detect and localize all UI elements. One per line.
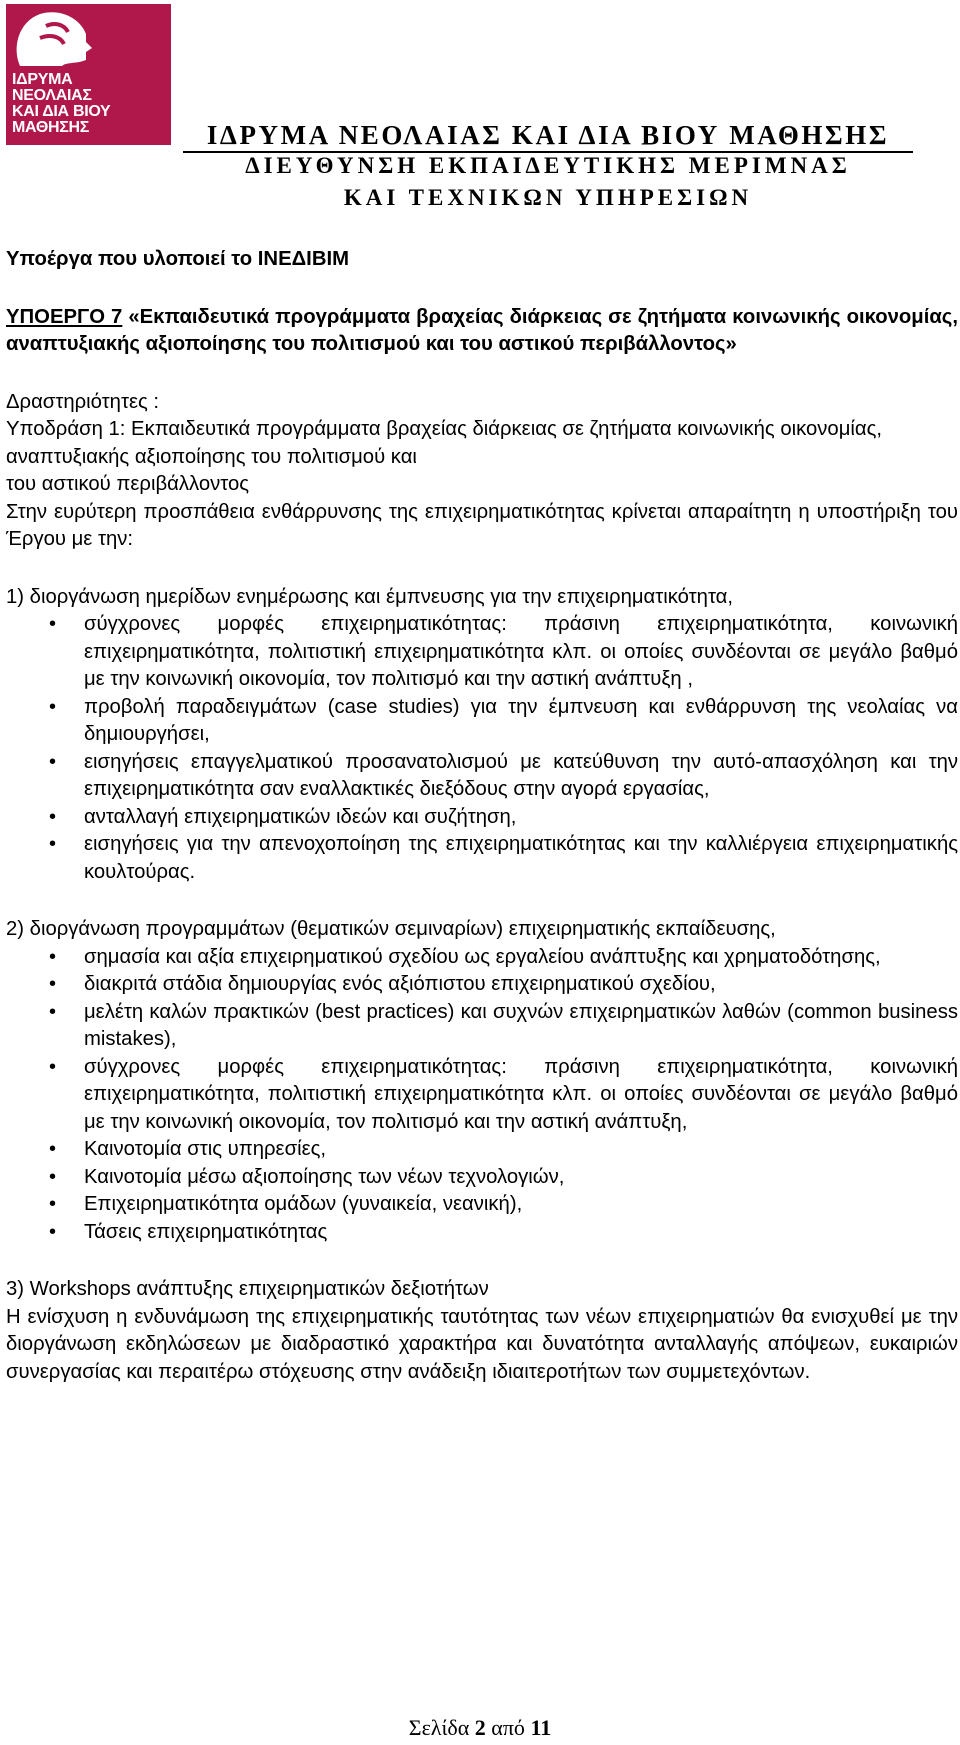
intro-paragraph: Στην ευρύτερη προσπάθεια ενθάρρυνσης της επιχειρηματικότητας κρίνεται απαραίτητη η υποστήριξη του Έργου με την: — [6, 500, 958, 550]
activities-label: Δραστηριότητες : — [6, 390, 160, 413]
logo-line: ΝΕΟΛΑΙΑΣ — [12, 87, 92, 104]
list-item: • Καινοτομία στις υπηρεσίες, — [6, 1136, 958, 1164]
workshops-paragraph: Η ενίσχυση η ενδυνάμωση της επιχειρηματικής ταυτότητας των νέων επιχειρηματιών θα ενισχυθεί με την διοργάνωση εκδηλώσεων με διαδραστικό χαρακτήρα και δυνατότητα ανταλλαγής απόψεων, ευκαιριών συνεργασίας και περαιτέρω στόχευσης στην ανάδειξη ιδιαιτεροτήτων των συμμετεχόντων. — [6, 1305, 958, 1383]
section-title: Υποέργα που υλοποιεί το ΙΝΕΔΙΒΙΜ — [6, 248, 349, 270]
action-text-continued: του αστικού περιβάλλοντος — [6, 473, 250, 495]
directorate-line-2: ΚΑΙ ΤΕΧΝΙΚΩΝ ΥΠΗΡΕΣΙΩΝ — [343, 185, 753, 210]
logo-line: ΜΑΘΗΣΗΣ — [12, 119, 90, 136]
list-item: • διακριτά στάδια δημιουργίας ενός αξιόπιστου επιχειρηματικού σχεδίου, — [6, 971, 958, 999]
page-word: Σελίδα — [408, 1715, 470, 1740]
list-item: • εισηγήσεις επαγγελματικού προσανατολισμού με κατεύθυνση την αυτό-απασχόληση και την επιχειρηματικότητα σαν εναλλακτικές διεξόδους στην αγορά εργασίας, — [6, 749, 958, 804]
logo-text — [12, 72, 171, 136]
bullet-list — [6, 611, 958, 886]
list-item: • σύγχρονες μορφές επιχειρηματικότητας: πράσινη επιχειρηματικότητα, κοινωνική επιχειρηματικότητα, πολιτιστική επιχειρηματικότητα κλπ. οι οποίες συνδέονται σε μεγάλο βαθμό με την κοινωνική οικονομία, τον πολιτισμό και την αστική ανάπτυξη, — [6, 1054, 958, 1137]
subproject-label: ΥΠΟΕΡΓΟ 7 — [6, 305, 123, 328]
document-body — [6, 246, 958, 1386]
subproject-heading — [6, 304, 958, 359]
section-heading: 3) Workshops ανάπτυξης επιχειρηματικών δεξιοτήτων — [6, 1278, 489, 1300]
list-item: • μελέτη καλών πρακτικών (best practices) και συχνών επιχειρηματικών λαθών (common business mistakes), — [6, 999, 958, 1054]
list-item: • σύγχρονες μορφές επιχειρηματικότητας: πράσινη επιχειρηματικότητα, κοινωνική επιχειρηματικότητα, πολιτιστική επιχειρηματικότητα κλπ. οι οποίες συνδέονται σε μεγάλο βαθμό με την κοινωνική οικονομία, τον πολιτισμό και την αστική ανάπτυξη , — [6, 611, 958, 694]
section-heading: 1) διοργάνωση ημερίδων ενημέρωσης και έμπνευσης για την επιχειρηματικότητα, — [6, 585, 734, 608]
total-pages-number: 11 — [530, 1715, 552, 1740]
bullet-list — [6, 944, 958, 1247]
subproject-title: «Εκπαιδευτικά προγράμματα βραχείας διάρκειας σε ζητήματα κοινωνικής οικονομίας, αναπτυξιακής αξιοποίησης του πολιτισμού και του αστικού περιβάλλοντος» — [6, 305, 958, 355]
list-item: • Επιχειρηματικότητα ομάδων (γυναικεία, νεανική), — [6, 1191, 958, 1219]
list-item: • Καινοτομία μέσω αξιοποίησης των νέων τεχνολογιών, — [6, 1164, 958, 1192]
list-item: • σημασία και αξία επιχειρηματικού σχεδίου ως εργαλείου ανάπτυξης και χρηματοδότησης, — [6, 944, 958, 972]
current-page-number: 2 — [474, 1715, 486, 1740]
list-item: • Τάσεις επιχειρηματικότητας — [6, 1219, 958, 1247]
section-heading: 2) διοργάνωση προγραμμάτων (θεματικών σεμιναρίων) επιχειρηματικής εκπαίδευσης, — [6, 918, 776, 940]
directorate-line-1: ΔΙΕΥΘΥΝΣΗ ΕΚΠΑΙΔΕΥΤΙΚΗΣ ΜΕΡΙΜΝΑΣ — [245, 153, 851, 178]
page-footer — [0, 1715, 960, 1741]
organization-name: ΙΔΡΥΜΑ ΝΕΟΛΑΙΑΣ ΚΑΙ ΔΙΑ ΒΙΟΥ ΜΑΘΗΣΗΣ — [206, 120, 890, 150]
list-item: • εισηγήσεις για την απενοχοποίηση της επιχειρηματικότητας και την καλλιέργεια επιχειρηματικής κουλτούρας. — [6, 831, 958, 886]
organization-logo — [6, 4, 171, 145]
logo-line: ΙΔΡΥΜΑ — [12, 71, 73, 88]
action-text: Υποδράση 1: Εκπαιδευτικά προγράμματα βραχείας διάρκειας σε ζητήματα κοινωνικής οικονομίας, αναπτυξιακής αξιοποίησης του πολιτισμού και — [6, 418, 883, 468]
list-item: • προβολή παραδειγμάτων (case studies) για την έμπνευση και ενθάρρυνση της νεολαίας να δημιουργήσει, — [6, 694, 958, 749]
logo-line: ΚΑΙ ΔΙΑ ΒΙΟΥ — [12, 103, 111, 120]
list-item: • ανταλλαγή επιχειρηματικών ιδεών και συζήτηση, — [6, 804, 958, 832]
of-word: από — [491, 1715, 525, 1740]
